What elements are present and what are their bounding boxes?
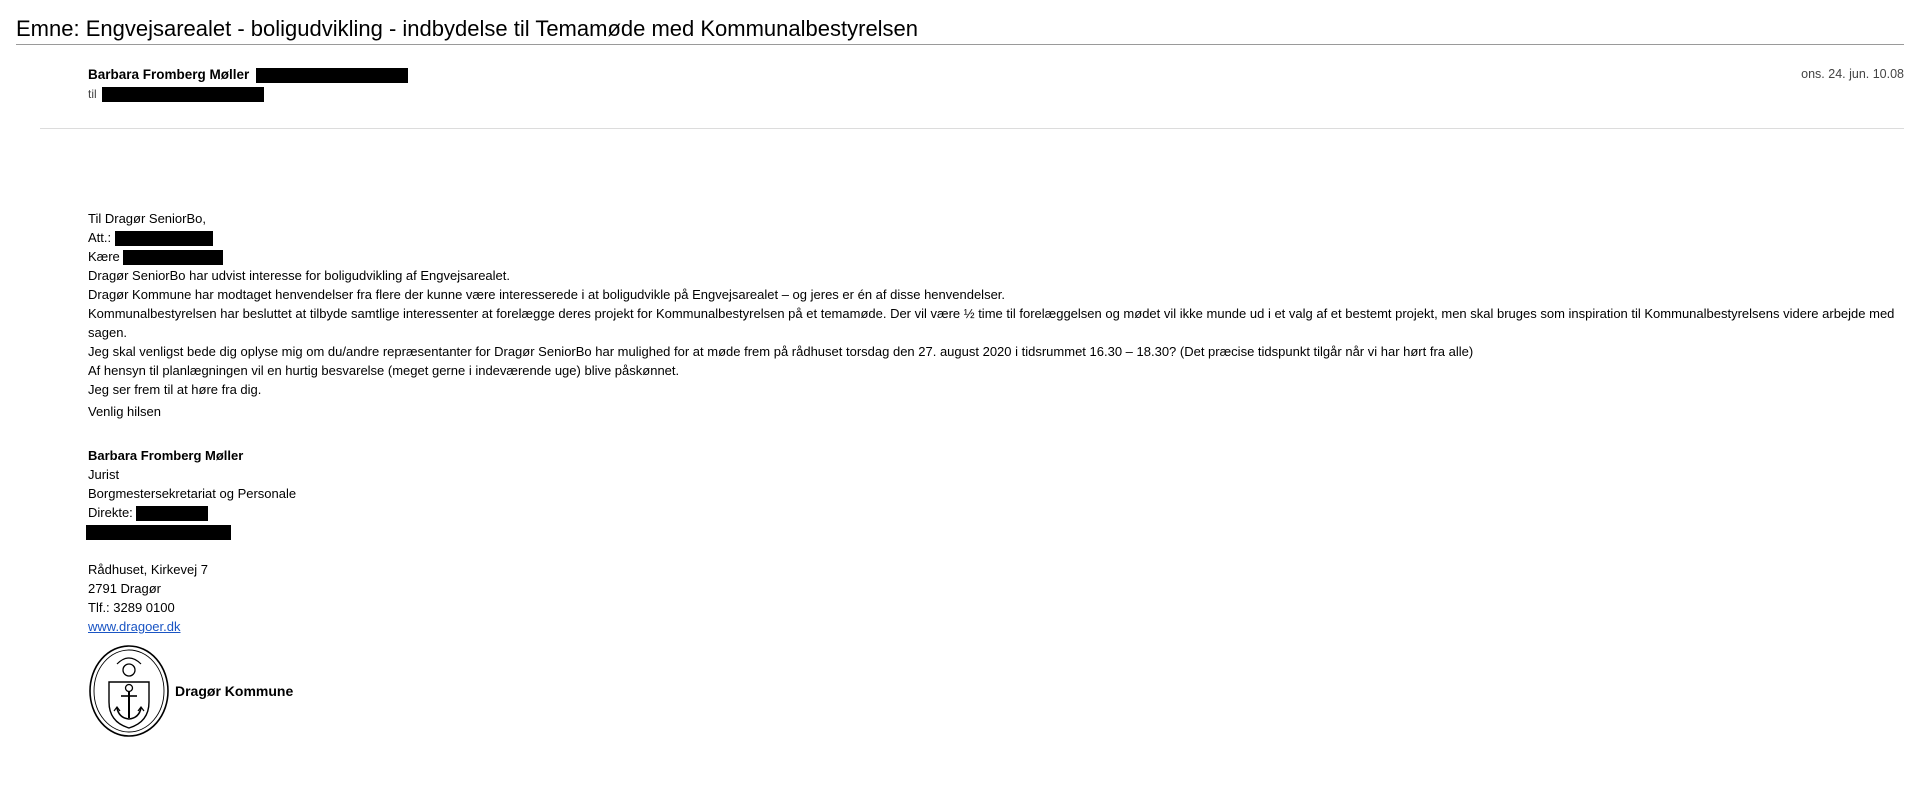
header-divider (40, 128, 1904, 129)
recipient-redacted (102, 87, 264, 102)
email-subject: Emne: Engvejsarealet - boligudvikling - indbydelse til Temamøde med Kommunalbestyrelsen (16, 16, 919, 41)
sender-name: Barbara Fromberg Møller (88, 67, 250, 82)
dear-line (88, 247, 1898, 266)
dear-redacted (123, 250, 223, 265)
signature-email-redacted (86, 525, 231, 540)
att-line (88, 228, 1898, 247)
sender-line (88, 66, 1904, 83)
closing: Venlig hilsen (88, 404, 161, 419)
body-paragraph: Jeg ser frem til at høre fra dig. (88, 382, 262, 397)
att-redacted (115, 231, 213, 246)
website-link[interactable]: www.dragoer.dk (88, 619, 181, 634)
to-label: til (88, 87, 97, 101)
greeting: Til Dragør SeniorBo, (88, 211, 206, 226)
body-paragraph: Dragør SeniorBo har udvist interesse for boligudvikling af Engvejsarealet. (88, 268, 510, 283)
address-block (88, 560, 1898, 636)
email-header (88, 66, 1904, 103)
direct-label: Direkte: (88, 505, 133, 520)
direct-phone-redacted (136, 506, 208, 521)
email-date: ons. 24. jun. 10.08 (1801, 67, 1904, 81)
body-paragraph: Af hensyn til planlægningen vil en hurtig besvarelse (meget gerne i indeværende uge) blive påskønnet. (88, 363, 680, 378)
signature-title: Jurist (88, 467, 120, 482)
address-line: Rådhuset, Kirkevej 7 (88, 562, 208, 577)
address-postal: 2791 Dragør (88, 581, 161, 596)
att-label: Att.: (88, 230, 112, 245)
direct-line (88, 503, 1898, 522)
subject-divider (16, 44, 1904, 45)
dear-label: Kære (88, 249, 120, 264)
body-paragraph: Jeg skal venligst bede dig oplyse mig om du/andre repræsentanter for Dragør SeniorBo har mulighed for at møde frem på rådhuset torsdag den 27. august 2020 i tidsrummet 16.30 – 18.30? (Det præcise tidspunkt tilgår når vi har hørt fra alle) (88, 344, 1474, 359)
email-body (88, 209, 1898, 738)
municipality-logo (88, 644, 1898, 738)
coat-of-arms-anchor-icon (88, 644, 170, 738)
phone-line: Tlf.: 3289 0100 (88, 600, 175, 615)
body-paragraph: Kommunalbestyrelsen har besluttet at tilbyde samtlige interessenter at forelægge deres projekt for Kommunalbestyrelsen på et temamøde. Der vil være ½ time til forelæggelsen og mødet vil ikke munde ud i et valg af et bestemt projekt, men skal bruges som inspiration til Kommunalbestyrelsens videre arbejde med sagen. (88, 306, 1895, 340)
email-redacted-line (88, 522, 1898, 541)
signature (88, 446, 1898, 738)
recipient-line (88, 86, 1904, 103)
body-paragraph: Dragør Kommune har modtaget henvendelser fra flere der kunne være interesserede i at boligudvikle på Engvejsarealet – og jeres er én af disse henvendelser. (88, 287, 1006, 302)
signature-department: Borgmestersekretariat og Personale (88, 486, 297, 501)
signature-name: Barbara Fromberg Møller (88, 448, 244, 463)
sender-email-redacted (256, 68, 408, 83)
logo-text: Dragør Kommune (175, 682, 294, 699)
